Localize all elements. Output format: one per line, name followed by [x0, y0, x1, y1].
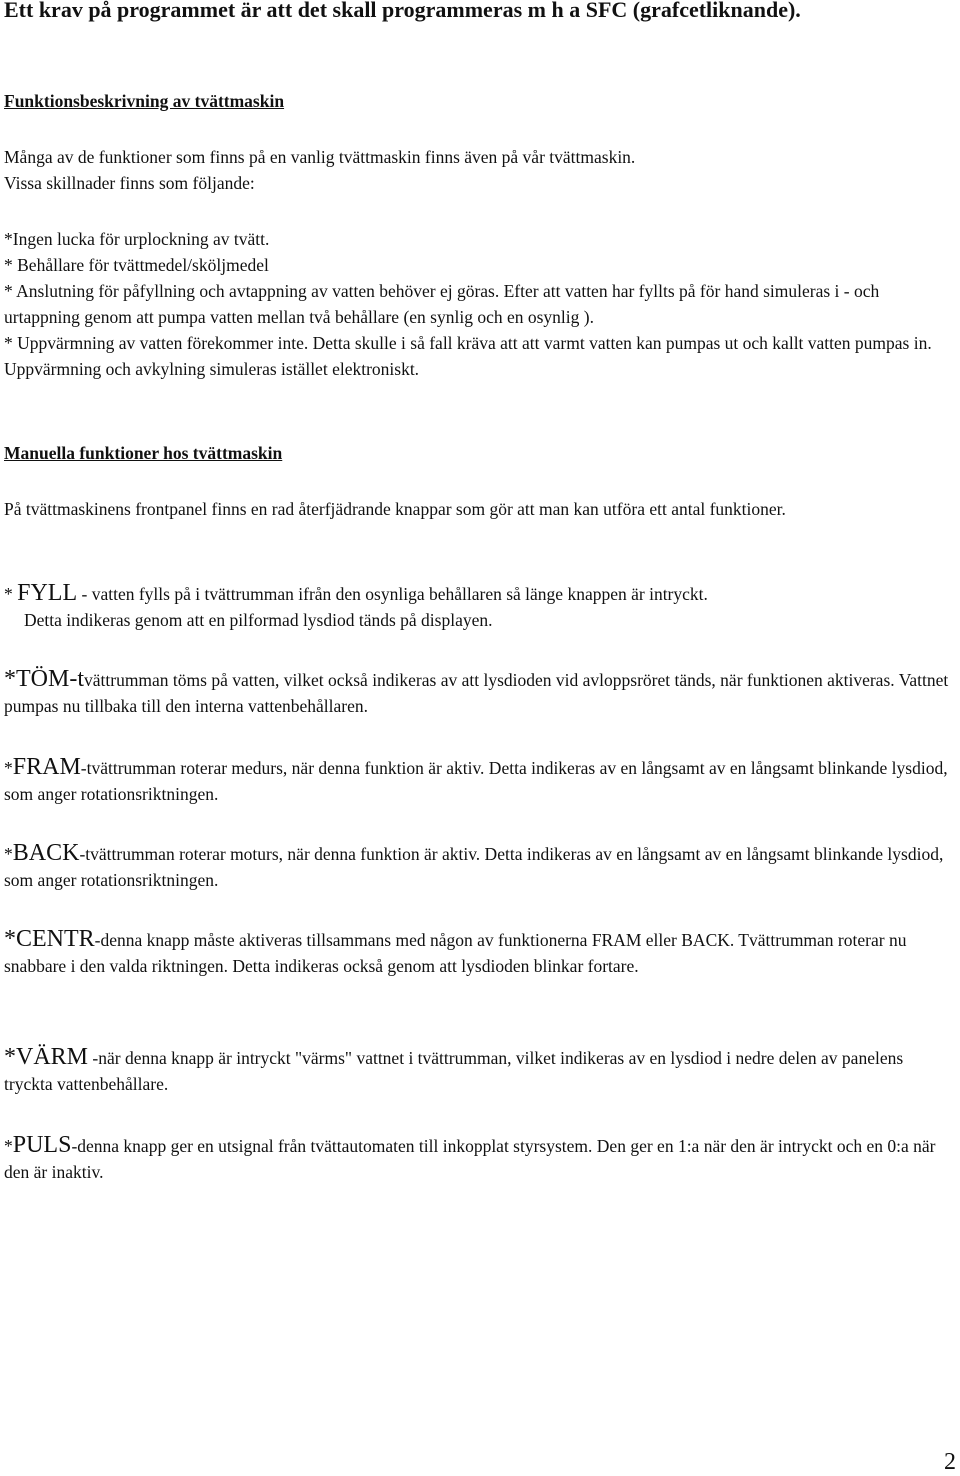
page-number: 2 [944, 1449, 956, 1475]
function-name: FYLL [17, 580, 78, 606]
document-page [4, 0, 956, 1182]
function-fyll [4, 580, 956, 633]
function-fram [4, 754, 956, 807]
function-text: -när denna knapp är intryckt "värms" vattnet i tvättrumman, vilket indikeras av en lysdiod i nedre delen av panelens tryckta vattenbehållare. [4, 1048, 904, 1094]
function-text: vättrumman töms på vatten, vilket också indikeras av att lysdioden vid avloppsröret tänds, när funktionen aktiveras. Vattnet pumpas nu tillbaka till den interna vattenbehållaren. [4, 670, 949, 716]
description-line-2: Vissa skillnader finns som följande: [4, 173, 255, 193]
description-line-1: Många av de funktioner som finns på en vanlig tvättmaskin finns även på vår tvättmaskin. [4, 147, 636, 167]
function-name: *TÖM-t [4, 666, 84, 692]
section-heading-manual-functions: Manuella funktioner hos tvättmaskin [4, 443, 283, 463]
difference-item: * Anslutning för påfyllning och avtappning av vatten behöver ej göras. Efter att vatten har fyllts på för hand simuleras i - och urtappning genom att pumpa vatten mellan två behållare (en synlig och en osynlig ). [4, 281, 880, 327]
function-text: -tvättrumman roterar medurs, när denna funktion är aktiv. Detta indikeras av en långsamt av en långsamt blinkande lysdiod, som anger rotationsriktningen. [4, 758, 948, 804]
function-name: PULS [12, 1132, 72, 1158]
bullet-star: * [4, 844, 13, 864]
function-varm [4, 1044, 956, 1097]
function-tom [4, 666, 956, 719]
bullet-star: * [4, 584, 18, 604]
description-paragraph [4, 144, 635, 196]
difference-item: *Ingen lucka för urplockning av tvätt. [4, 229, 270, 249]
function-text: -denna knapp ger en utsignal från tvättautomaten till inkopplat styrsystem. Den ger en 1:a när den är intryckt och en 0:a när den är inaktiv. [4, 1136, 936, 1182]
frontpanel-paragraph: På tvättmaskinens frontpanel finns en rad återfjädrande knappar som gör att man kan utföra ett antal funktioner. [4, 499, 786, 519]
function-name: FRAM [12, 754, 81, 780]
difference-item: * Uppvärmning av vatten förekommer inte. Detta skulle i så fall kräva att att varmt vatten kan pumpas ut och kallt vatten pumpas in. Uppvärmning och avkylning simuleras istället elektroniskt. [4, 333, 932, 379]
differences-list [4, 226, 956, 382]
function-back [4, 840, 956, 893]
function-text: -tvättrumman roterar moturs, när denna funktion är aktiv. Detta indikeras av en långsamt av en långsamt blinkande lysdiod, som anger rotationsriktningen. [4, 844, 944, 890]
section-heading-function-description: Funktionsbeskrivning av tvättmaskin [4, 91, 285, 111]
difference-item: * Behållare för tvättmedel/sköljmedel [4, 255, 269, 275]
function-name: BACK [12, 840, 80, 866]
function-text: -denna knapp måste aktiveras tillsammans med någon av funktionerna FRAM eller BACK. Tvättrumman roterar nu snabbare i den valda riktningen. Detta indikeras också genom att lysdioden blinkar fortare. [4, 930, 907, 976]
bullet-star: * [4, 1136, 13, 1156]
function-name: *CENTR [4, 926, 95, 952]
function-name: *VÄRM [4, 1044, 89, 1070]
intro-text: Ett krav på programmet är att det skall programmeras m h a SFC (grafcetliknande). [4, 0, 801, 22]
function-text-line-2: Detta indikeras genom att en pilformad lysdiod tänds på displayen. [24, 610, 493, 630]
function-centr [4, 926, 956, 979]
function-puls [4, 1132, 956, 1185]
bullet-star: * [4, 758, 13, 778]
function-text: - vatten fylls på i tvättrumman ifrån den osynliga behållaren så länge knappen är intryckt. [77, 584, 708, 604]
